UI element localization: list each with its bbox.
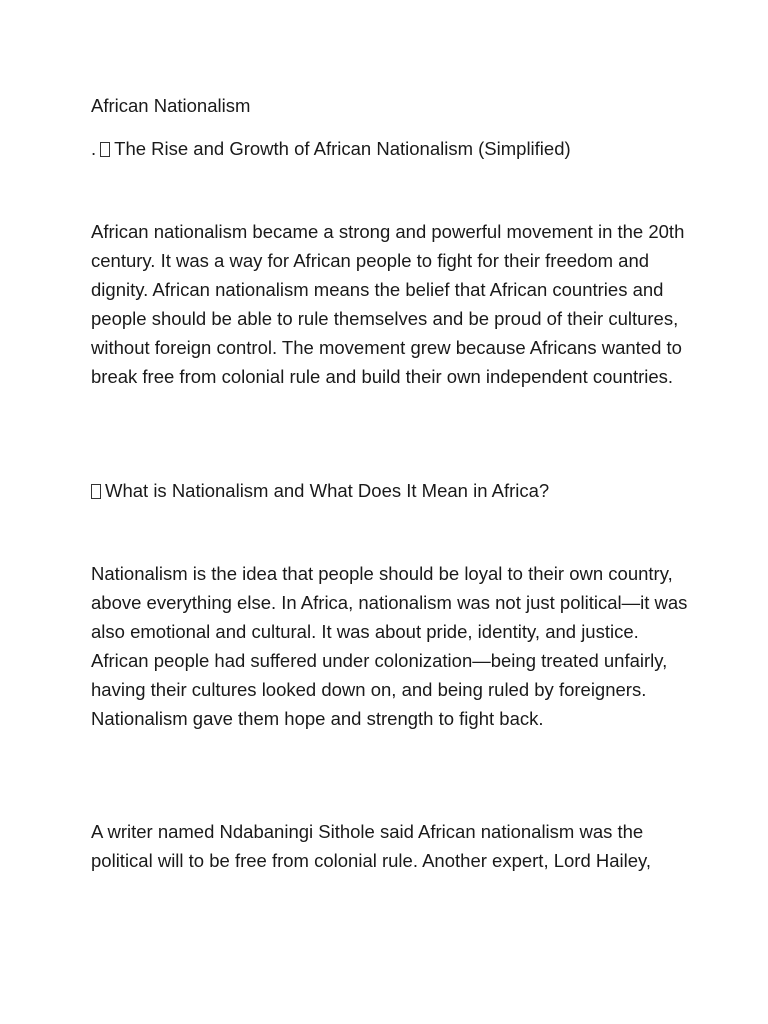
missing-glyph-icon [91,484,101,499]
document-title: African Nationalism [91,95,251,116]
paragraph-definition: Nationalism is the idea that people should be loyal to their own country, above everything else. In Africa, nationalism was not just political—it was also emotional and cultural. It was about pride, identity, and justice. African people had suffered under colonization—being treated unfairly, having their cultures looked down on, and being ruled by foreigners. Nationalism gave them hope and strength to fight back. [91,563,688,729]
heading-prefix: . [91,138,97,159]
paragraph-intro: African nationalism became a strong and powerful movement in the 20th century. It was a way for African people to fight for their freedom and dignity. African nationalism means the belief that African countries and people should be able to rule themselves and be proud of their cultures, without foreign control. The movement grew because Africans wanted to break free from colonial rule and build their own independent countries. [91,221,685,387]
paragraph-sithole: A writer named Ndabaningi Sithole said African nationalism was the political will to be free from colonial rule. Another expert, Lord Hailey, [91,821,652,871]
section-heading-rise-growth [91,134,691,163]
section-heading-what-is-nationalism [91,476,691,505]
heading-text: What is Nationalism and What Does It Mean in Africa? [105,480,550,501]
heading-text: The Rise and Growth of African Nationalism (Simplified) [114,138,571,159]
missing-glyph-icon [100,142,110,157]
